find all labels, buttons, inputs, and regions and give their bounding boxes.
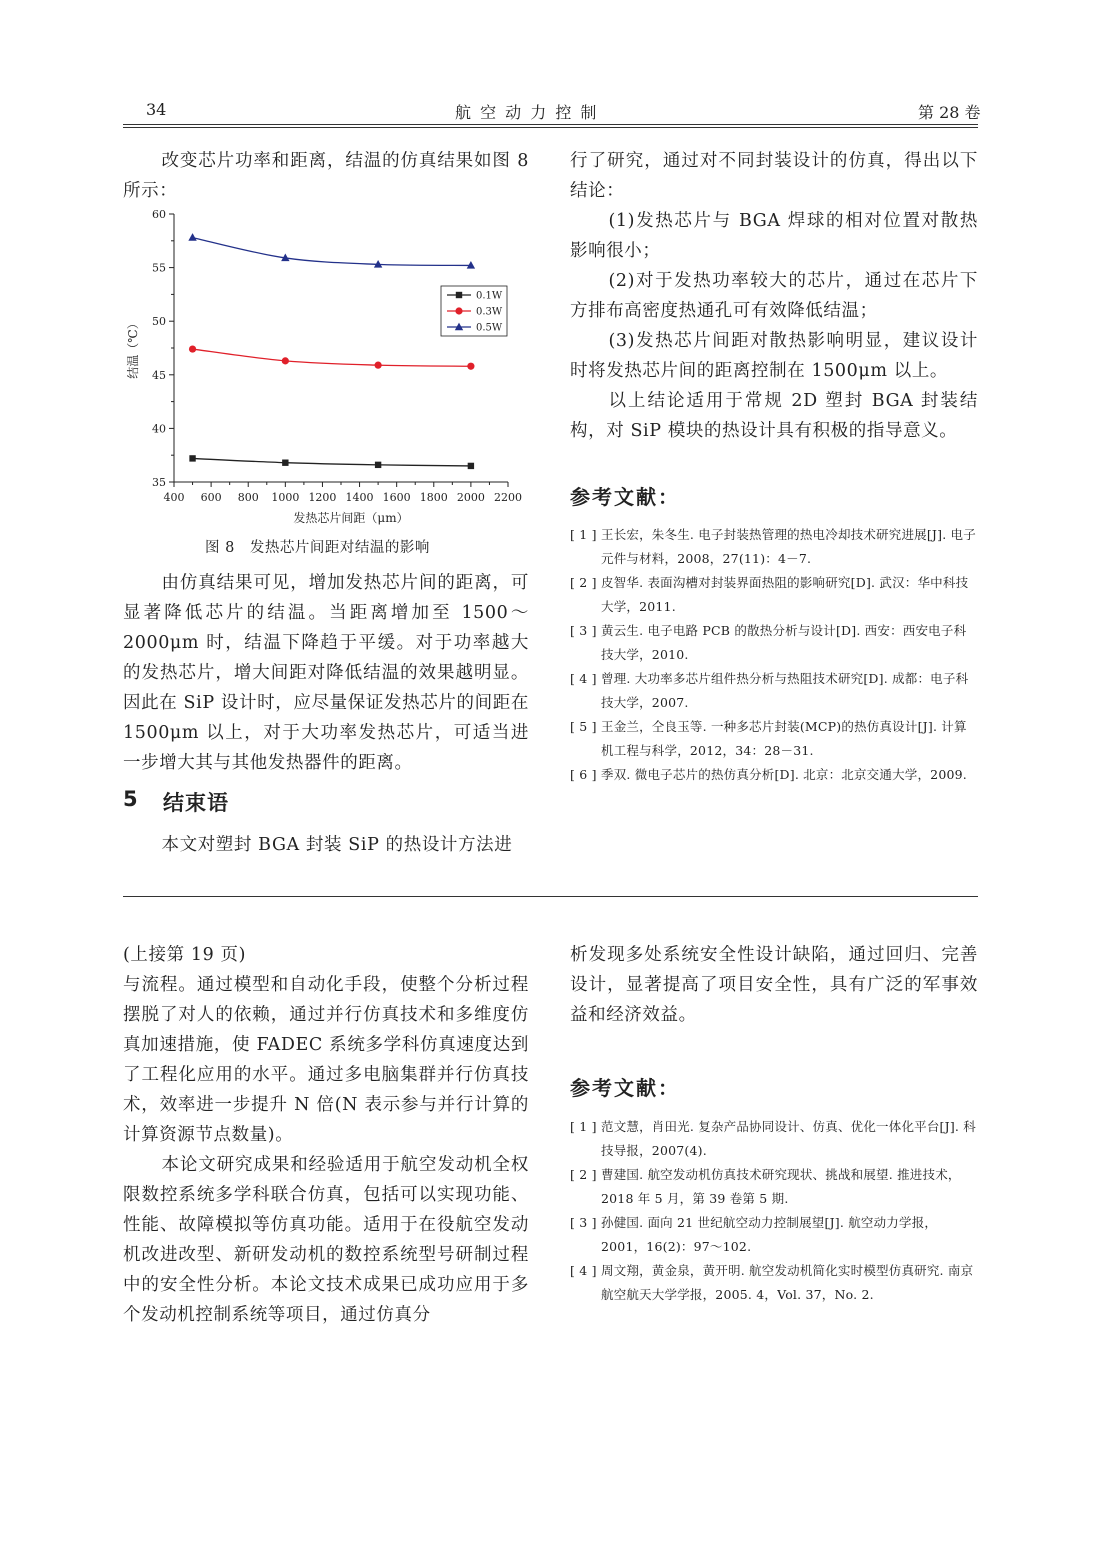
reference-item xyxy=(570,1115,978,1163)
x-axis-title: 发热芯片间距（μm） xyxy=(293,511,409,525)
reference-number: [ 3 ] xyxy=(570,623,597,638)
figure-caption: 图 8 发热芯片间距对结温的影响 xyxy=(205,540,430,556)
x-tick-label: 2000 xyxy=(456,491,485,504)
reference-number: [ 2 ] xyxy=(570,575,597,590)
series-line-0.5W xyxy=(193,238,471,266)
x-tick-label: 1000 xyxy=(271,491,300,504)
lower-right-body xyxy=(570,940,978,1030)
conclusion-item-3: (3)发热芯片间距对散热影响明显，建议设计时将发热芯片间的距离控制在 1500μm 以上。 xyxy=(570,331,978,381)
y-tick-label: 50 xyxy=(152,315,166,329)
reference-item xyxy=(570,1211,978,1259)
reference-item xyxy=(570,1259,978,1307)
junction-temperature-chart xyxy=(123,202,529,532)
data-point-0.1W xyxy=(282,460,288,466)
reference-number: [ 4 ] xyxy=(570,1263,597,1278)
reference-item xyxy=(570,523,978,571)
upper-left-intro xyxy=(123,146,529,206)
volume-label: 第 28 卷 xyxy=(918,103,981,122)
legend-label: 0.5W xyxy=(476,322,503,334)
y-tick-label: 40 xyxy=(152,422,166,436)
y-tick-label: 55 xyxy=(152,261,166,275)
data-point-0.1W xyxy=(189,455,195,461)
data-point-0.3W xyxy=(467,363,474,370)
x-tick-label: 800 xyxy=(237,491,259,504)
data-point-0.1W xyxy=(375,462,381,468)
lower-right-paragraph: 析发现多处系统安全性设计缺陷，通过回归、完善设计，显著提高了项目安全性，具有广泛的军事效益和经济效益。 xyxy=(570,945,978,1025)
reference-text: 曹建国. 航空发动机仿真技术研究现状、挑战和展望. 推进技术，2018 年 5 月，第 39 卷第 5 期. xyxy=(601,1167,961,1206)
series-line-0.3W xyxy=(193,349,471,366)
references-list-2 xyxy=(570,1115,978,1307)
continued-note: (上接第 19 页) xyxy=(123,945,247,965)
header-rule xyxy=(123,124,978,125)
legend-marker xyxy=(456,292,462,298)
section-title: 结束语 xyxy=(163,791,229,815)
x-tick-label: 1800 xyxy=(419,491,448,504)
reference-text: 孙健国. 面向 21 世纪航空动力控制展望[J]. 航空动力学报，2001，16(2)：97～102. xyxy=(601,1215,938,1254)
reference-text: 王长宏，朱冬生. 电子封装热管理的热电冷却技术研究进展[J]. 电子元件与材料，2008，27(11)：4－7. xyxy=(601,527,976,566)
conclusion-item-1: (1)发热芯片与 BGA 焊球的相对位置对散热影响很小； xyxy=(570,211,978,261)
data-point-0.3W xyxy=(282,357,289,364)
lower-paragraph-2: 本论文研究成果和经验适用于航空发动机全权限数控系统多学科联合仿真，包括可以实现功能、性能、故障模拟等仿真功能。适用于在役航空发动机改进改型、新研发动机的数控系统型号研制过程中的安全性分析。本论文技术成果已成功应用于多个发动机控制系统等项目，通过仿真分 xyxy=(123,1155,529,1325)
upper-left-body xyxy=(123,568,529,778)
reference-text: 黄云生. 电子电路 PCB 的散热分析与设计[D]. 西安：西安电子科技大学，2010. xyxy=(601,623,967,662)
intro-paragraph: 改变芯片功率和距离，结温的仿真结果如图 8 所示： xyxy=(123,151,529,201)
lower-paragraph-1: 与流程。通过模型和自动化手段，使整个分析过程摆脱了对人的依赖，通过并行仿真技术和多维度仿真加速措施，使 FADEC 系统多学科仿真速度达到了工程化应用的水平。通过多电脑集群并行仿真技术，效率进一步提升 N 倍(N 表示参与并行计算的计算资源节点数量)。 xyxy=(123,975,529,1145)
reference-item xyxy=(570,715,978,763)
conclusion-item-2: (2)对于发热功率较大的芯片，通过在芯片下方排布高密度热通孔可有效降低结温； xyxy=(570,271,978,321)
reference-number: [ 1 ] xyxy=(570,1119,597,1134)
reference-item xyxy=(570,763,978,787)
reference-number: [ 1 ] xyxy=(570,527,597,542)
header-rule-thin xyxy=(123,127,978,128)
references-heading: 参考文献： xyxy=(570,485,680,509)
x-tick-label: 600 xyxy=(200,491,222,504)
reference-text: 季双. 微电子芯片的热仿真分析[D]. 北京：北京交通大学，2009. xyxy=(601,767,967,782)
reference-text: 皮智华. 表面沟槽对封装界面热阻的影响研究[D]. 武汉：华中科技大学，2011. xyxy=(601,575,969,614)
legend-label: 0.1W xyxy=(476,290,503,302)
y-axis-title: 结温（℃） xyxy=(126,317,140,379)
conclusion-start: 本文对塑封 BGA 封装 SiP 的热设计方法进 xyxy=(161,835,513,855)
x-tick-label: 1200 xyxy=(308,491,337,504)
reference-number: [ 5 ] xyxy=(570,719,597,734)
y-tick-label: 45 xyxy=(152,368,166,382)
article-separator xyxy=(123,896,978,897)
reference-text: 周文翔，黄金泉，黄开明. 航空发动机简化实时模型仿真研究. 南京航空航天大学学报，2005. 4，Vol. 37，No. 2. xyxy=(601,1263,974,1302)
reference-number: [ 2 ] xyxy=(570,1167,597,1182)
data-point-0.5W xyxy=(188,233,196,241)
series-line-0.1W xyxy=(193,458,471,466)
upper-right-body xyxy=(570,146,978,446)
reference-text: 范文慧，肖田光. 复杂产品协同设计、仿真、优化一体化平台[J]. 科技导报，2007(4). xyxy=(601,1119,976,1158)
upper-left-last xyxy=(123,830,529,860)
legend-marker xyxy=(455,307,462,314)
y-tick-label: 35 xyxy=(152,476,166,489)
reference-text: 曾理. 大功率多芯片组件热分析与热阻技术研究[D]. 成都：电子科技大学，2007. xyxy=(601,671,969,710)
lower-left-body xyxy=(123,940,529,1330)
x-tick-label: 2200 xyxy=(494,491,522,504)
data-point-0.3W xyxy=(189,345,196,352)
conclusion-summary: 以上结论适用于常规 2D 塑封 BGA 封装结构，对 SiP 模块的热设计具有积极的指导意义。 xyxy=(570,391,978,441)
reference-item xyxy=(570,571,978,619)
references-heading-2: 参考文献： xyxy=(570,1076,680,1100)
data-point-0.3W xyxy=(375,362,382,369)
reference-number: [ 4 ] xyxy=(570,671,597,686)
x-tick-label: 1400 xyxy=(345,491,374,504)
page-number: 34 xyxy=(146,100,167,119)
reference-item xyxy=(570,1163,978,1211)
section-number: 5 xyxy=(123,787,139,811)
reference-item xyxy=(570,619,978,667)
conclusion-continued: 行了研究，通过对不同封装设计的仿真，得出以下结论： xyxy=(570,151,978,201)
references-list xyxy=(570,523,978,787)
x-tick-label: 1600 xyxy=(382,491,411,504)
reference-text: 王金兰，仝良玉等. 一种多芯片封装(MCP)的热仿真设计[J]. 计算机工程与科学，2012，34：28－31. xyxy=(601,719,967,758)
reference-number: [ 6 ] xyxy=(570,767,597,782)
result-paragraph: 由仿真结果可见，增加发热芯片间的距离，可显著降低芯片的结温。当距离增加至 1500～2000μm 时，结温下降趋于平缓。对于功率越大的发热芯片，增大间距对降低结温的效果越明显。因此在 SiP 设计时，应尽量保证发热芯片的间距在 1500μm 以上，对于大功率发热芯片，可适当进一步增大其与其他发热器件的距离。 xyxy=(123,573,529,773)
reference-item xyxy=(570,667,978,715)
journal-title: 航 空 动 力 控 制 xyxy=(455,103,599,122)
x-tick-label: 400 xyxy=(163,491,185,504)
reference-number: [ 3 ] xyxy=(570,1215,597,1230)
legend-label: 0.3W xyxy=(476,306,503,318)
y-tick-label: 60 xyxy=(152,208,166,221)
data-point-0.1W xyxy=(468,463,474,469)
